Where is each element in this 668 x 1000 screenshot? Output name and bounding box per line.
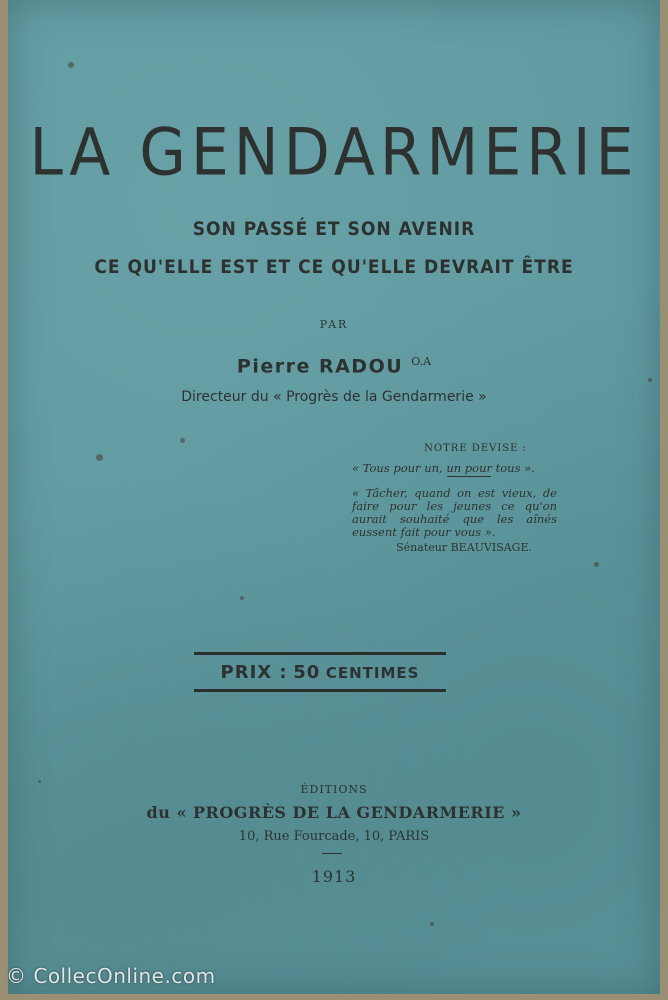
price-label: PRIX : [220, 662, 288, 683]
quote-text: « Tâcher, quand on est vieux, de faire pour les jeunes ce qu'on aurait souhaité que les aînés eussent fait pour vous ». [352, 486, 557, 539]
address-divider [322, 853, 342, 854]
publication-year: 1913 [311, 867, 357, 886]
age-spot [96, 454, 103, 461]
price-value: 50 [293, 662, 321, 683]
watermark: © CollecOnline.com [6, 964, 216, 988]
by-label: PAR [319, 318, 349, 331]
editions-label: ÉDITIONS [300, 783, 368, 796]
author-decoration: O.A [411, 355, 432, 368]
quote-author: Sénateur BEAUVISAGE. [396, 541, 532, 554]
age-spot [648, 378, 652, 382]
motto-block [352, 443, 557, 554]
age-spot [594, 562, 599, 567]
age-spot [430, 922, 434, 926]
motto-heading: NOTRE DEVISE : [424, 443, 527, 454]
cover-subtitle-1: SON PASSÉ ET SON AVENIR [192, 218, 476, 240]
author-name [8, 355, 660, 377]
author-first-name: Pierre [236, 355, 311, 378]
cover-title: LA GENDARMERIE [29, 115, 639, 191]
age-spot [38, 780, 41, 783]
author-role: Directeur du « Progrès de la Gendarmerie » [181, 389, 487, 405]
publisher-name: du « PROGRÈS DE LA GENDARMERIE » [146, 803, 522, 822]
price-box [194, 652, 446, 692]
publisher-address: 10, Rue Fourcade, 10, PARIS [238, 829, 430, 844]
motto-divider [447, 476, 491, 477]
age-spot [68, 62, 74, 68]
age-spot [180, 438, 185, 443]
motto-text: « Tous pour un, un pour tous ». [352, 461, 535, 475]
price-unit: CENTIMES [325, 664, 420, 682]
book-cover [8, 0, 660, 994]
author-last-name: RADOU [318, 355, 404, 378]
cover-subtitle-2: CE QU'ELLE EST ET CE QU'ELLE DEVRAIT ÊTRE [94, 256, 574, 278]
age-spot [240, 596, 244, 600]
